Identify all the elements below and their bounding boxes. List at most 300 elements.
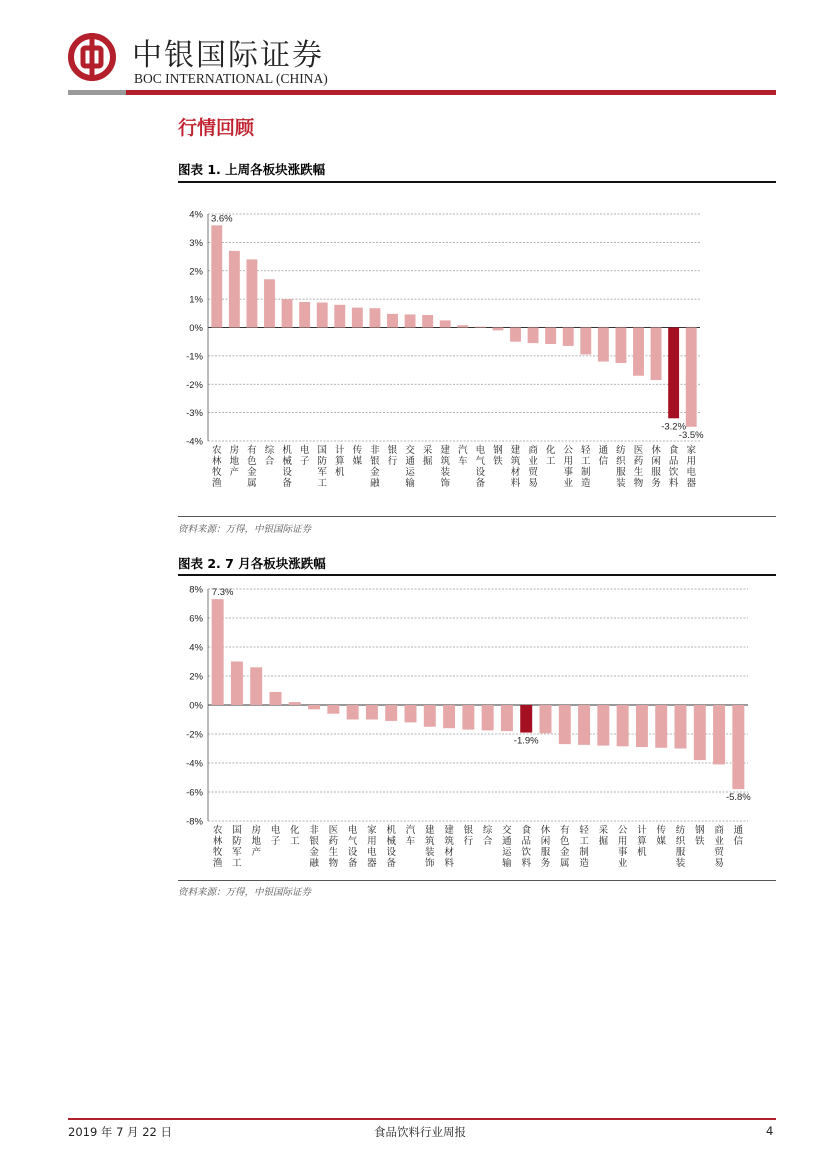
bar-农林牧渔 [212, 599, 224, 705]
x-tick-label: 纺 [616, 445, 626, 456]
x-tick-label: 地 [229, 456, 240, 467]
x-tick-label: 装 [675, 858, 686, 869]
x-tick-label: 饮 [521, 847, 531, 858]
x-tick-label: 计 [335, 445, 345, 456]
x-tick-label-group [714, 824, 724, 869]
bar-电子 [270, 692, 282, 705]
bar-银行 [462, 705, 474, 730]
x-tick-label-group [265, 444, 275, 467]
x-tick-label: 医 [633, 445, 644, 456]
x-tick-label: 有 [560, 825, 570, 836]
x-tick-label: 备 [386, 858, 396, 869]
y-tick-label: -4% [186, 758, 203, 770]
x-tick-label: 制 [581, 467, 591, 478]
x-tick-label-group [213, 824, 223, 869]
bar-纺织服装 [675, 705, 687, 749]
x-tick-label: 造 [581, 478, 591, 489]
x-tick-label: 休 [651, 445, 661, 456]
x-tick-label: 商 [714, 825, 724, 836]
bar-建筑装饰 [440, 320, 451, 327]
y-tick-label: 6% [189, 613, 203, 625]
x-tick-label: 家 [686, 445, 696, 456]
x-tick-label: 用 [367, 836, 377, 847]
bar-纺织服装 [615, 328, 626, 363]
x-tick-label: 非 [309, 825, 319, 836]
x-tick-label: 信 [598, 456, 609, 467]
y-tick-label: -8% [186, 816, 203, 828]
bar-汽车 [405, 705, 417, 722]
bar-采掘 [597, 705, 609, 746]
x-tick-label: 业 [528, 456, 538, 467]
bar-有色金属 [559, 705, 571, 744]
bar-化工 [289, 702, 301, 705]
x-tick-label: 工 [317, 478, 327, 489]
x-tick-label: 渔 [212, 478, 222, 489]
x-tick-label-group [370, 444, 380, 489]
x-tick-label: 业 [617, 858, 628, 869]
bar-电气设备 [347, 705, 359, 720]
x-tick-label-group [581, 444, 591, 489]
x-tick-label: 行 [463, 836, 474, 847]
x-tick-label: 合 [264, 456, 275, 467]
x-tick-label-group [618, 825, 628, 869]
x-tick-label: 用 [617, 836, 628, 847]
x-tick-label: 工 [581, 456, 591, 467]
x-tick-label-group [734, 825, 744, 847]
x-tick-label: 输 [502, 858, 512, 869]
data-label: 7.3% [211, 587, 234, 599]
bar-综合 [264, 279, 275, 327]
x-tick-label-group [546, 444, 556, 467]
data-label: -1.9% [513, 735, 539, 747]
x-tick-label: 食 [668, 445, 679, 456]
bar-计算机 [636, 705, 648, 747]
x-tick-label: 房 [229, 445, 240, 456]
bar-钢铁 [694, 705, 706, 760]
x-tick-label: 算 [335, 456, 345, 467]
y-tick-label: -1% [186, 351, 203, 363]
x-tick-label: 事 [617, 847, 628, 858]
figure-1-source: 资料来源：万得，中银国际证券 [178, 524, 312, 535]
x-tick-label-group [599, 824, 609, 847]
x-tick-label: 产 [229, 467, 240, 478]
x-tick-label: 牧 [212, 847, 223, 858]
x-tick-label: 信 [733, 836, 744, 847]
y-tick-label: 0% [189, 323, 203, 334]
bar-交通运输 [501, 705, 513, 731]
x-tick-label: 电 [475, 445, 486, 456]
x-tick-label-group [353, 444, 363, 467]
x-tick-label-group [212, 444, 222, 489]
bar-房地产 [250, 667, 262, 705]
x-tick-label-group [300, 444, 310, 467]
x-tick-label: 色 [247, 456, 257, 467]
section-title: 行情回顾 [178, 117, 255, 139]
bar-医药生物 [327, 705, 339, 714]
x-tick-label: 器 [367, 858, 377, 869]
x-tick-label: 筑 [440, 456, 450, 467]
x-tick-label: 化 [545, 445, 556, 456]
y-tick-label: -2% [186, 379, 203, 391]
x-tick-label: 军 [317, 467, 327, 478]
x-tick-label: 计 [637, 825, 647, 836]
x-tick-label-group [458, 444, 468, 467]
x-tick-label-group [676, 824, 686, 869]
data-label: -3.5% [678, 429, 704, 441]
x-tick-label: 军 [232, 847, 242, 858]
bar-商业贸易 [528, 328, 539, 344]
x-tick-label: 电 [299, 445, 310, 456]
x-tick-label-group [669, 444, 679, 489]
x-tick-label: 钢 [695, 825, 705, 836]
x-tick-label-group [386, 824, 396, 869]
x-tick-label: 药 [328, 836, 339, 847]
x-tick-label: 易 [528, 478, 538, 489]
x-tick-label: 饰 [425, 858, 435, 869]
x-tick-label: 用 [563, 456, 573, 467]
x-tick-label-group [541, 824, 551, 869]
x-tick-label-group [493, 444, 503, 467]
x-tick-label: 产 [251, 847, 261, 858]
x-tick-label: 服 [651, 467, 661, 478]
bar-农林牧渔 [211, 225, 222, 327]
x-tick-label: 色 [560, 836, 570, 847]
bar-家用电器 [686, 328, 697, 427]
x-tick-label: 融 [370, 478, 380, 489]
x-tick-label-group [476, 444, 486, 489]
x-tick-label: 设 [282, 467, 292, 478]
x-tick-label-group [686, 444, 696, 489]
x-tick-label-group [423, 444, 433, 467]
x-tick-label: 属 [247, 478, 257, 489]
x-tick-label: 械 [282, 456, 292, 467]
x-tick-label: 家 [367, 825, 377, 836]
bar-食品饮料 [520, 705, 532, 733]
x-tick-label: 电 [347, 825, 358, 836]
x-tick-label: 电 [367, 847, 377, 858]
x-tick-label: 备 [282, 478, 292, 489]
x-tick-label: 事 [563, 467, 573, 478]
x-tick-label-group [329, 825, 339, 869]
x-tick-label: 银 [387, 445, 398, 456]
x-tick-label: 银 [463, 825, 474, 836]
x-tick-label: 工 [579, 836, 589, 847]
x-tick-label: 铁 [493, 456, 503, 467]
bar-休闲服务 [540, 705, 552, 733]
y-tick-label: 4% [189, 642, 203, 654]
x-tick-label: 银 [370, 456, 380, 467]
x-tick-label: 气 [347, 836, 358, 847]
x-tick-label-group [599, 445, 609, 467]
x-tick-label-group [317, 445, 327, 489]
data-label: -3.2% [661, 421, 687, 433]
x-tick-label-group [560, 824, 570, 869]
x-tick-label-group [232, 825, 242, 869]
x-tick-label: 金 [370, 467, 380, 478]
x-tick-label: 农 [212, 445, 222, 456]
x-tick-label: 综 [482, 825, 493, 836]
x-tick-label-group [502, 824, 512, 869]
bar-电子 [299, 302, 310, 328]
x-tick-label-group [290, 824, 300, 847]
footer-date: 2019 年 7 月 22 日 [68, 1125, 172, 1139]
x-tick-label: 商 [528, 445, 538, 456]
x-tick-label: 融 [309, 858, 319, 869]
x-tick-label: 料 [521, 858, 531, 869]
x-tick-label: 休 [540, 825, 551, 836]
bar-公用事业 [617, 705, 629, 746]
x-tick-label: 备 [475, 478, 486, 489]
bar-交通运输 [405, 314, 416, 327]
x-tick-label: 有 [247, 445, 257, 456]
boc-logo-icon [68, 33, 116, 81]
x-tick-label: 筑 [510, 456, 521, 467]
x-tick-label: 务 [540, 858, 551, 869]
x-tick-label-group [634, 445, 644, 489]
x-tick-label: 算 [637, 836, 647, 847]
brand-name-en: BOC INTERNATIONAL (CHINA) [134, 71, 328, 86]
x-tick-label: 金 [560, 847, 570, 858]
x-tick-label: 品 [668, 456, 679, 467]
x-tick-label: 林 [212, 836, 223, 847]
footer-page-number: 4 [766, 1124, 774, 1138]
brand-name-cn: 中银国际证券 [132, 38, 324, 73]
x-tick-label-group [563, 445, 573, 489]
x-tick-label-group [464, 824, 474, 847]
y-tick-label: -4% [186, 436, 203, 448]
x-tick-label: 综 [264, 445, 275, 456]
y-tick-label: -2% [186, 729, 203, 741]
bar-商业贸易 [713, 705, 725, 764]
x-tick-label-group [425, 824, 435, 869]
x-tick-label: 汽 [405, 825, 416, 836]
x-tick-label: 建 [425, 825, 435, 836]
x-tick-label: 用 [686, 456, 696, 467]
x-tick-label-group [528, 444, 538, 489]
x-tick-label: 机 [386, 825, 396, 836]
x-tick-label: 织 [616, 456, 626, 467]
x-tick-label: 非 [370, 445, 380, 456]
x-tick-label: 生 [633, 467, 644, 478]
x-tick-label: 车 [405, 836, 416, 847]
x-tick-label: 器 [686, 478, 696, 489]
x-tick-label: 服 [616, 467, 626, 478]
x-tick-label-group [271, 824, 281, 847]
y-tick-label: 4% [189, 209, 203, 221]
bar-房地产 [229, 251, 240, 328]
x-tick-label: 工 [545, 456, 556, 467]
x-tick-label: 电 [270, 825, 281, 836]
x-tick-label: 工 [232, 858, 242, 869]
bar-国防军工 [317, 303, 328, 328]
figure-2-source: 资料来源：万得，中银国际证券 [178, 887, 312, 898]
bar-国防军工 [231, 662, 243, 706]
x-tick-label: 织 [675, 836, 686, 847]
x-tick-label: 通 [598, 445, 609, 456]
x-tick-label: 备 [347, 858, 358, 869]
bar-非银金融 [369, 308, 380, 327]
footer-report-name: 食品饮料行业周报 [374, 1125, 466, 1139]
bar-非银金融 [308, 705, 320, 709]
figure-1-bottom-rule [178, 516, 776, 517]
x-tick-label: 品 [521, 836, 531, 847]
bar-传媒 [655, 705, 667, 748]
x-tick-label: 贸 [528, 467, 538, 478]
x-tick-label-group [695, 824, 705, 847]
x-tick-label: 设 [347, 847, 358, 858]
bar-钢铁 [492, 328, 503, 331]
x-tick-label: 气 [475, 456, 486, 467]
y-tick-label: 2% [189, 671, 203, 683]
x-tick-label: 通 [733, 825, 744, 836]
x-tick-label: 牧 [212, 467, 222, 478]
x-tick-label: 物 [328, 858, 339, 869]
bar-休闲服务 [651, 328, 662, 380]
x-tick-label: 电 [686, 467, 696, 478]
x-tick-label: 医 [328, 825, 339, 836]
x-tick-label: 装 [616, 478, 626, 489]
bar-建筑材料 [510, 328, 521, 342]
x-tick-label-group [656, 824, 666, 847]
x-tick-label: 轻 [579, 825, 589, 836]
x-tick-label: 公 [617, 825, 628, 836]
x-tick-label: 料 [444, 858, 454, 869]
x-tick-label: 钢 [493, 445, 503, 456]
bar-电气设备 [475, 327, 486, 328]
data-label: 3.6% [210, 213, 233, 225]
x-tick-label: 材 [444, 847, 454, 858]
x-tick-label: 饮 [668, 467, 679, 478]
x-tick-label: 机 [282, 445, 292, 456]
header-rule-red [126, 90, 776, 95]
x-tick-label: 业 [714, 836, 724, 847]
x-tick-label: 制 [579, 847, 589, 858]
x-tick-label: 采 [422, 445, 433, 456]
x-tick-label-group [511, 444, 521, 489]
x-tick-label: 筑 [425, 836, 435, 847]
x-tick-label: 易 [714, 858, 724, 869]
x-tick-label: 渔 [212, 858, 223, 869]
x-tick-label: 传 [352, 445, 363, 456]
bar-建筑材料 [443, 705, 455, 728]
x-tick-label-group [406, 824, 416, 847]
x-tick-label-group [367, 824, 377, 869]
x-tick-label: 设 [386, 847, 396, 858]
x-tick-label-group [483, 824, 493, 847]
figure-2-title: 图表 2. 7 月各板块涨跌幅 [178, 556, 326, 571]
bar-食品饮料 [668, 328, 679, 419]
x-tick-label-group [309, 824, 319, 869]
x-tick-label-group [440, 444, 450, 489]
x-tick-label: 料 [668, 478, 679, 489]
figure-2-bottom-rule [178, 880, 776, 881]
bar-通信 [598, 328, 609, 362]
x-tick-label: 设 [475, 467, 486, 478]
y-tick-label: 0% [189, 700, 203, 712]
x-tick-label: 装 [440, 467, 450, 478]
figure-1-top-rule [178, 181, 776, 183]
x-tick-label-group [521, 824, 531, 869]
x-tick-label-group [579, 824, 589, 869]
bar-传媒 [352, 308, 363, 328]
x-tick-label-group [282, 444, 292, 489]
bar-银行 [387, 314, 398, 328]
x-tick-label: 掘 [422, 456, 433, 467]
bar-有色金属 [246, 259, 257, 327]
x-tick-label: 掘 [598, 836, 609, 847]
x-tick-label: 机 [335, 467, 345, 478]
x-tick-label: 地 [251, 836, 261, 847]
x-tick-label: 子 [299, 456, 310, 467]
chart-2-july-sector-returns [178, 578, 776, 878]
x-tick-label: 汽 [458, 445, 468, 456]
figure-1-title: 图表 1. 上周各板块涨跌幅 [178, 162, 326, 177]
y-tick-label: 2% [189, 266, 203, 278]
x-tick-label: 交 [502, 825, 512, 836]
x-tick-label: 媒 [352, 456, 363, 467]
x-tick-label: 建 [444, 825, 454, 836]
x-tick-label-group [651, 444, 661, 489]
x-tick-label: 物 [633, 478, 644, 489]
bar-轻工制造 [578, 705, 590, 745]
x-tick-label: 合 [482, 836, 493, 847]
bar-综合 [482, 705, 494, 730]
x-tick-label-group [247, 444, 257, 489]
x-tick-label: 银 [309, 836, 319, 847]
y-tick-label: 8% [189, 584, 203, 596]
x-tick-label: 闲 [540, 836, 551, 847]
x-tick-label: 属 [560, 858, 570, 869]
x-tick-label: 生 [328, 847, 339, 858]
x-tick-label: 建 [440, 445, 450, 456]
figure-2-top-rule [178, 574, 776, 576]
x-tick-label: 食 [521, 825, 531, 836]
x-tick-label: 采 [598, 825, 609, 836]
footer-rule [68, 1118, 776, 1120]
bar-汽车 [457, 325, 468, 327]
x-tick-label: 传 [656, 825, 666, 836]
x-tick-label: 输 [405, 478, 415, 489]
x-tick-label: 农 [212, 825, 223, 836]
x-tick-label-group [444, 824, 454, 869]
x-tick-label: 媒 [656, 836, 666, 847]
data-label: -5.8% [725, 792, 751, 804]
chart-1-weekly-sector-returns [178, 190, 776, 515]
x-tick-label: 子 [270, 836, 281, 847]
bar-轻工制造 [580, 328, 591, 355]
bar-通信 [732, 705, 744, 789]
x-tick-label-group [335, 444, 345, 478]
x-tick-label: 防 [317, 456, 327, 467]
x-tick-label: 运 [405, 467, 415, 478]
x-tick-label: 饰 [440, 478, 450, 489]
y-tick-label: 1% [189, 294, 203, 306]
x-tick-label: 行 [387, 456, 398, 467]
x-tick-label: 建 [510, 445, 521, 456]
bar-家用电器 [366, 705, 378, 720]
x-tick-label: 药 [633, 456, 644, 467]
y-tick-label: 3% [189, 237, 203, 249]
x-tick-label: 材 [510, 467, 521, 478]
x-tick-label-group [388, 444, 398, 467]
x-tick-label: 业 [563, 478, 573, 489]
x-tick-label: 房 [251, 825, 261, 836]
x-tick-label-group [251, 824, 261, 858]
bar-机械设备 [282, 299, 293, 327]
x-tick-label: 金 [309, 847, 319, 858]
x-tick-label: 公 [563, 445, 573, 456]
bar-化工 [545, 328, 556, 344]
